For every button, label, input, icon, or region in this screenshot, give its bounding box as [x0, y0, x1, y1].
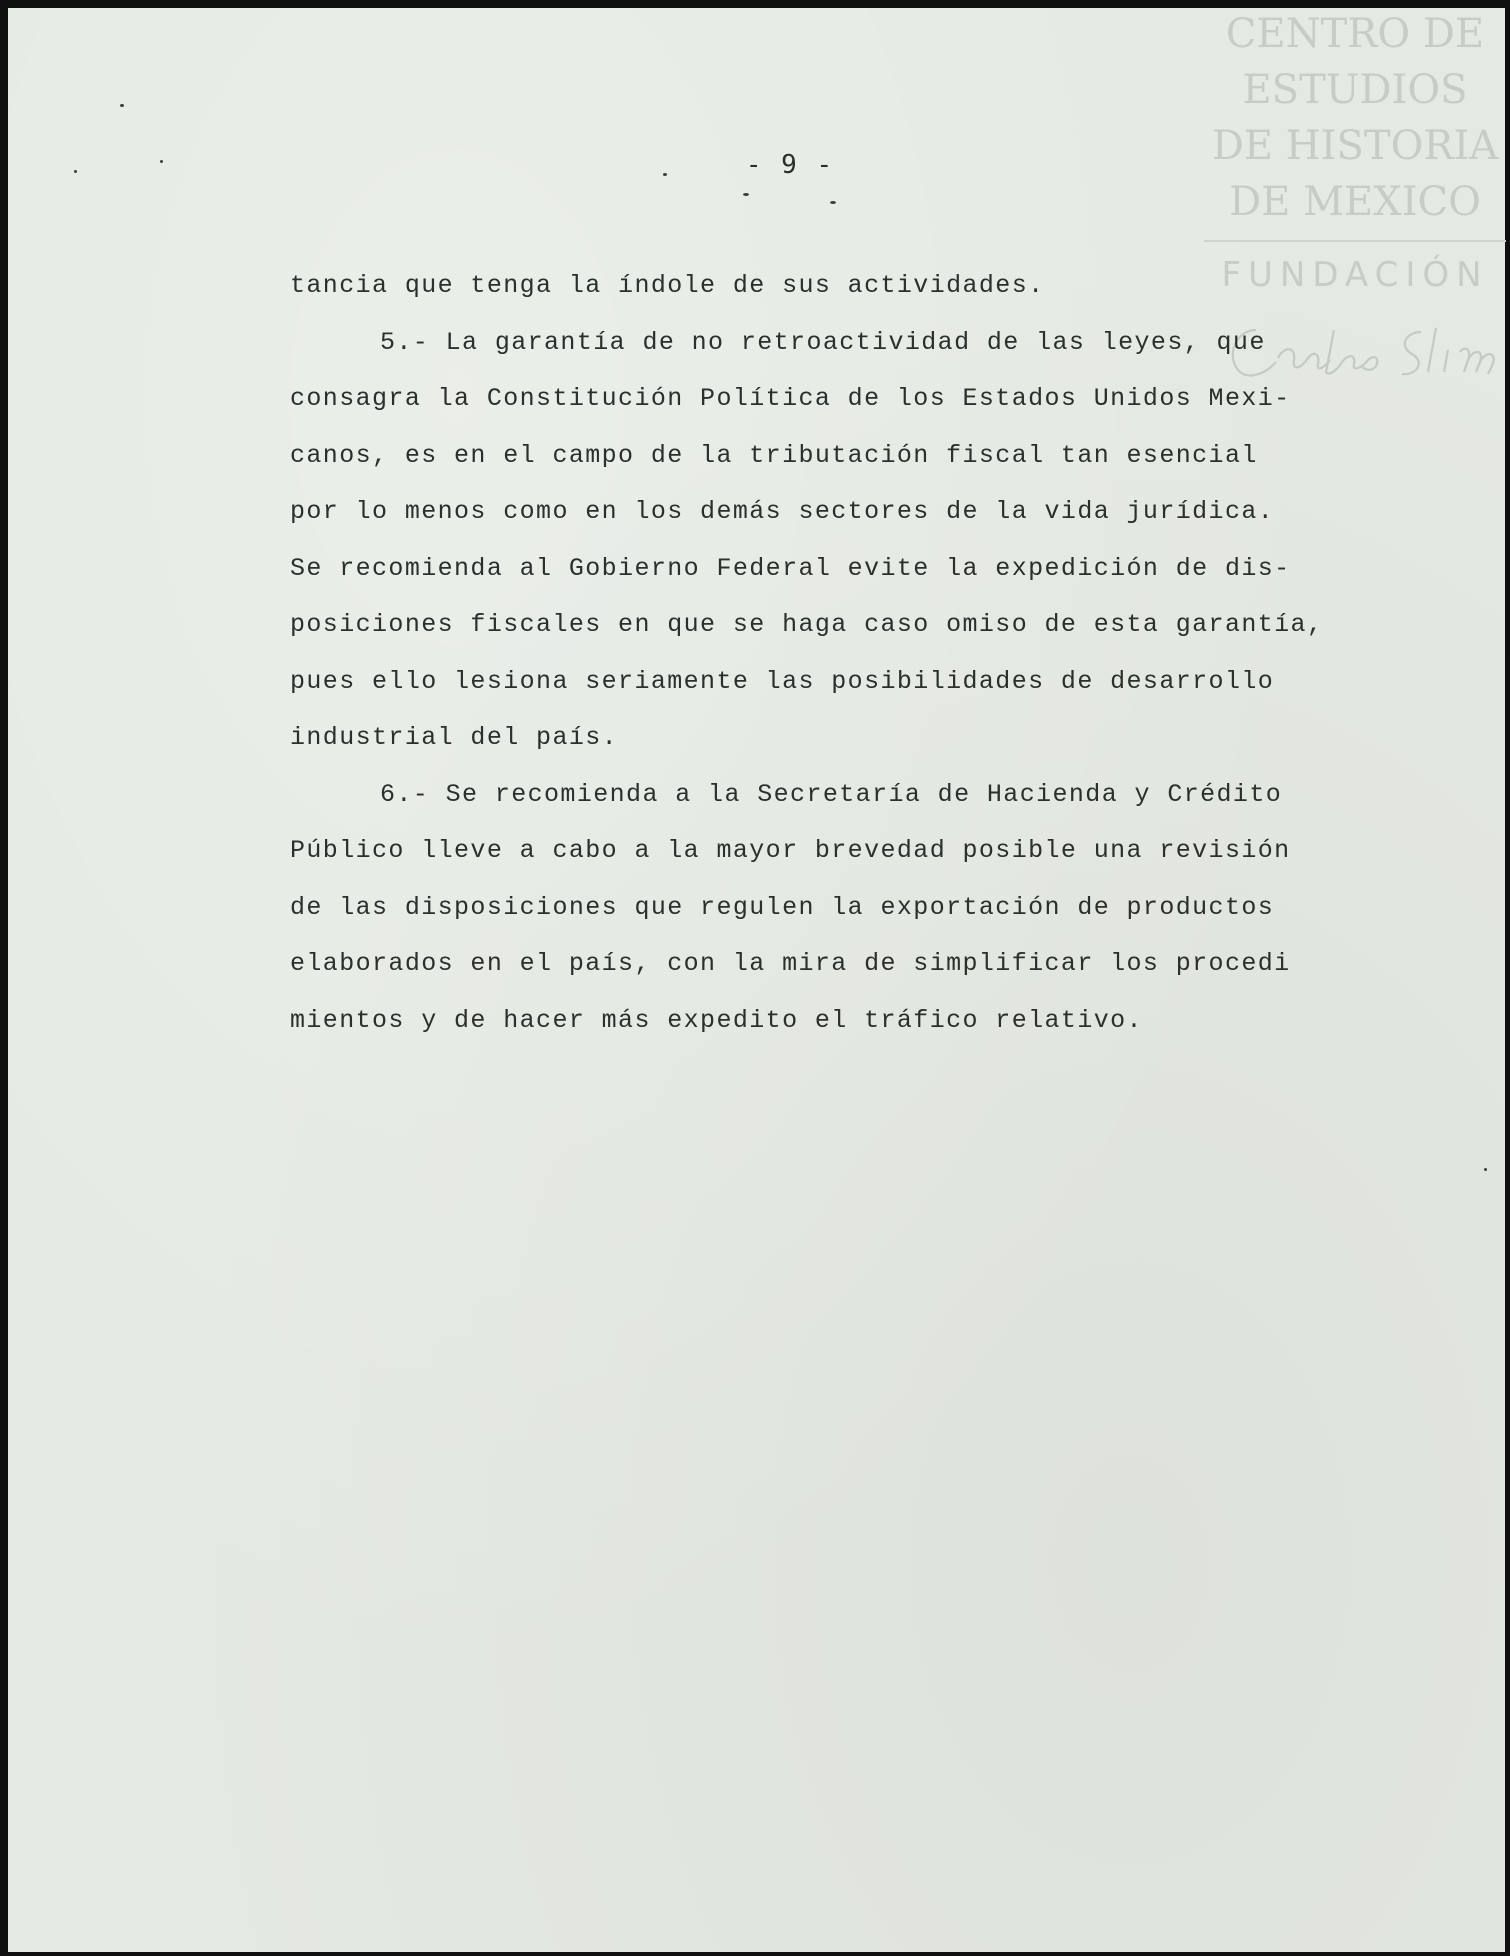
paper-speck [120, 104, 124, 107]
text-line: por lo menos como en los demás sectores de la vida jurídica. [290, 497, 1275, 526]
watermark-line: CENTRO DE [1225, 11, 1485, 57]
text-line: consagra la Constitución Política de los Estados Unidos Mexi- [290, 384, 1291, 413]
paper-speck [743, 193, 749, 196]
watermark-divider [1204, 240, 1506, 242]
watermark-line: DE MEXICO [1229, 179, 1481, 225]
text-line: Público lleve a cabo a la mayor brevedad posible una revisión [290, 836, 1291, 865]
text-line: canos, es en el campo de la tributación fiscal tan esencial [290, 440, 1258, 470]
paper-speck [160, 160, 163, 163]
text-line: tancia que tenga la índole de sus actividades. [290, 271, 1045, 300]
watermark-foundation: FUNDACIÓN [1221, 255, 1489, 295]
text-line: mientos y de hacer más expedito el tráfico relativo. [290, 1005, 1143, 1035]
watermark-stamp [1204, 6, 1506, 296]
paper-speck [830, 201, 836, 204]
paper-speck [1484, 1168, 1487, 1171]
text-line: pues ello lesiona seriamente las posibilidades de desarrollo [290, 666, 1275, 696]
paper-speck [663, 173, 667, 176]
text-line: industrial del país. [290, 723, 619, 752]
text-line: de las disposiciones que regulen la exportación de productos [290, 892, 1275, 922]
text-line: 6.- Se recomienda a la Secretaría de Hacienda y Crédito [380, 779, 1283, 809]
text-line: elaborados en el país, con la mira de simplificar los procedi [290, 949, 1291, 978]
paper-speck [74, 170, 77, 173]
page-number: - 9 - [745, 150, 835, 180]
watermark-line: ESTUDIOS [1242, 67, 1468, 113]
text-line: posiciones fiscales en que se haga caso omiso de esta garantía, [290, 610, 1324, 639]
watermark-line: DE HISTORIA [1211, 123, 1499, 169]
text-line: 5.- La garantía de no retroactividad de las leyes, que [380, 327, 1266, 357]
text-line: Se recomienda al Gobierno Federal evite la expedición de dis- [290, 553, 1291, 583]
document-body [290, 258, 1400, 1049]
